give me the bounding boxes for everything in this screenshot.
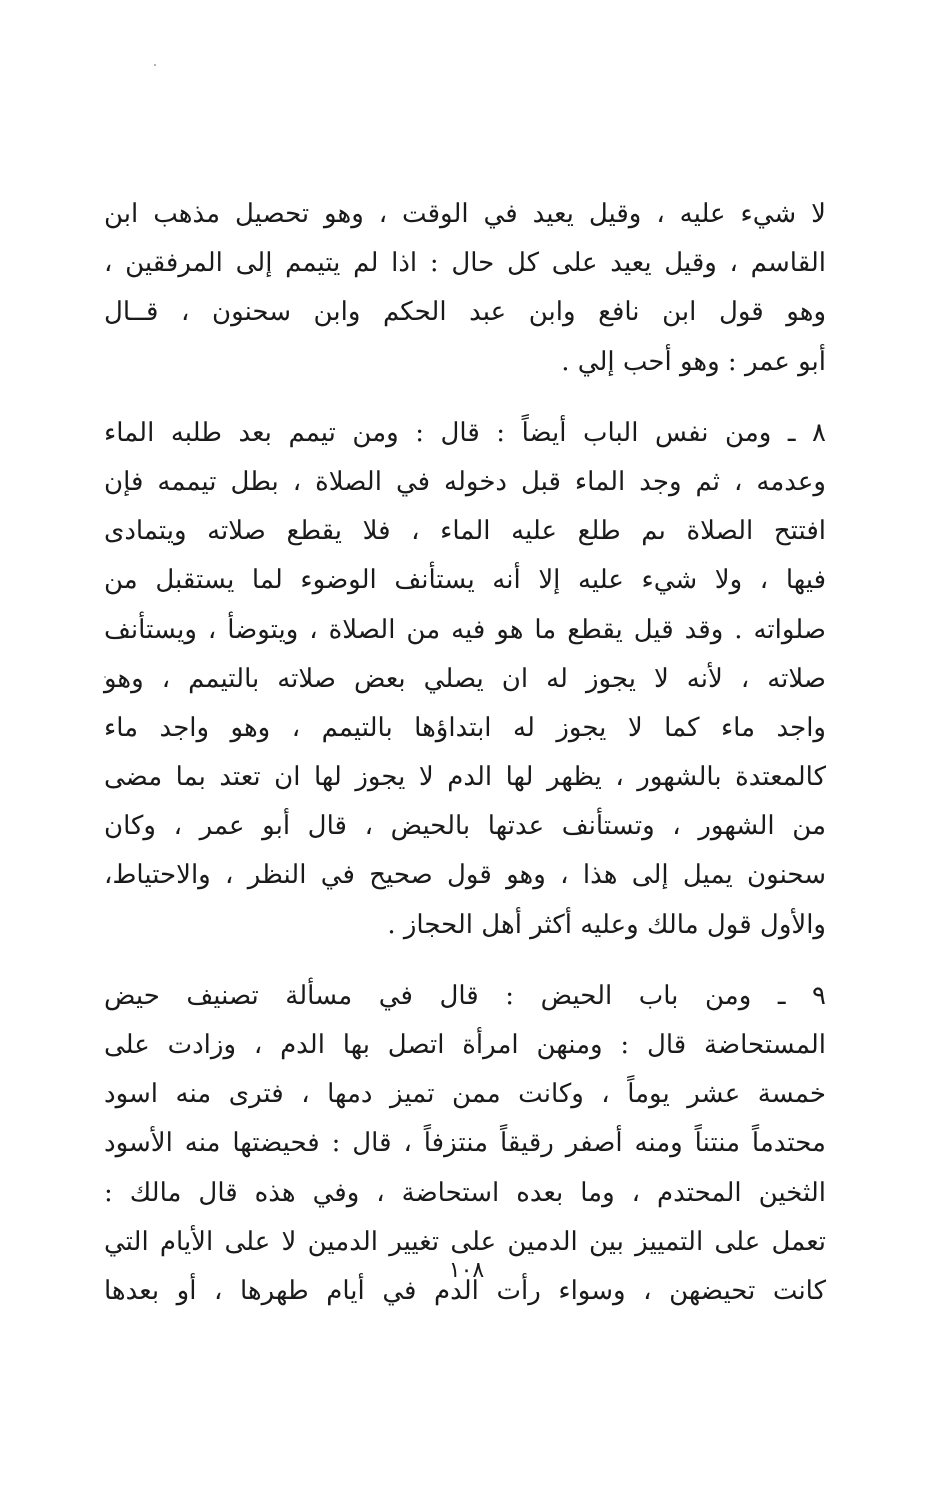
text-line: والأول قول مالك وعليه أكثر أهل الحجاز . <box>387 909 826 940</box>
text-line: كانت تحيضهن ، وسواء رأت الدم في أيام طهرها ، أو بعدها <box>104 1275 826 1306</box>
text-line: افتتح الصلاة ىم طلع عليه الماء ، فلا يقطع صلاته ويتمادى <box>104 516 826 547</box>
page-body <box>104 190 826 1316</box>
paragraph-2 <box>104 409 826 950</box>
text-line: سحنون يميل إلى هذا ، وهو قول صحيح في النظر ، والاحتياط، <box>104 860 826 891</box>
text-line: من الشهور ، وتستأنف عدتها بالحيض ، قال أبو عمر ، وكان <box>104 811 826 842</box>
text-line: كالمعتدة بالشهور ، يظهر لها الدم لا يجوز لها ان تعتد بما مضى <box>104 762 826 793</box>
text-line: ٨ ـ ومن نفس الباب أيضاً : قال : ومن تيمم بعد طلبه الماء <box>104 417 826 448</box>
text-line: تعمل على التمييز بين الدمين على تغيير الدمين لا على الأيام التي <box>104 1226 826 1257</box>
text-line: المستحاضة قال : ومنهن امرأة اتصل بها الدم ، وزادت على <box>104 1030 826 1060</box>
text-line: واجد ماء كما لا يجوز له ابتداؤها بالتيمم ، وهو واجد ماء <box>104 712 826 743</box>
text-line: وهو قول ابن نافع وابن عبد الحكم وابن سحنون ، قــال <box>104 297 826 328</box>
page-number: ١٠٨ <box>448 1258 485 1283</box>
text-line: الثخين المحتدم ، وما بعده استحاضة ، وفي هذه قال مالك : <box>104 1177 826 1208</box>
text-line: ٩ ـ ومن باب الحيض : قال في مسألة تصنيف حيض <box>104 980 826 1011</box>
text-line: لا شيء عليه ، وقيل يعيد في الوقت ، وهو تحصيل مذهب ابن <box>104 199 826 229</box>
text-line: وعدمه ، ثم وجد الماء قبل دخوله في الصلاة ، بطل تيممه فإن <box>104 466 826 497</box>
text-line: محتدماً منتناً ومنه أصفر رقيقاً منتزفاً ، قال : فحيضتها منه الأسود <box>104 1128 826 1159</box>
text-line: صلاته ، لأنه لا يجوز له ان يصلي بعض صلاته بالتيمم ، وهو <box>104 663 826 694</box>
text-line: صلواته . وقد قيل يقطع ما هو فيه من الصلاة ، ويتوضأ ، ويستأنف <box>104 614 826 645</box>
text-line: فيها ، ولا شيء عليه إلا أنه يستأنف الوضوء لما يستقبل من <box>104 565 827 596</box>
text-line: أبو عمر : وهو أحب إلي . <box>561 346 826 377</box>
text-line: القاسم ، وقيل يعيد على كل حال : اذا لم يتيمم إلى المرفقين ، <box>104 248 826 279</box>
text-line: خمسة عشر يوماً ، وكانت ممن تميز دمها ، فترى منه اسود <box>104 1079 826 1110</box>
scan-speck <box>154 64 156 66</box>
paragraph-1 <box>104 190 826 387</box>
